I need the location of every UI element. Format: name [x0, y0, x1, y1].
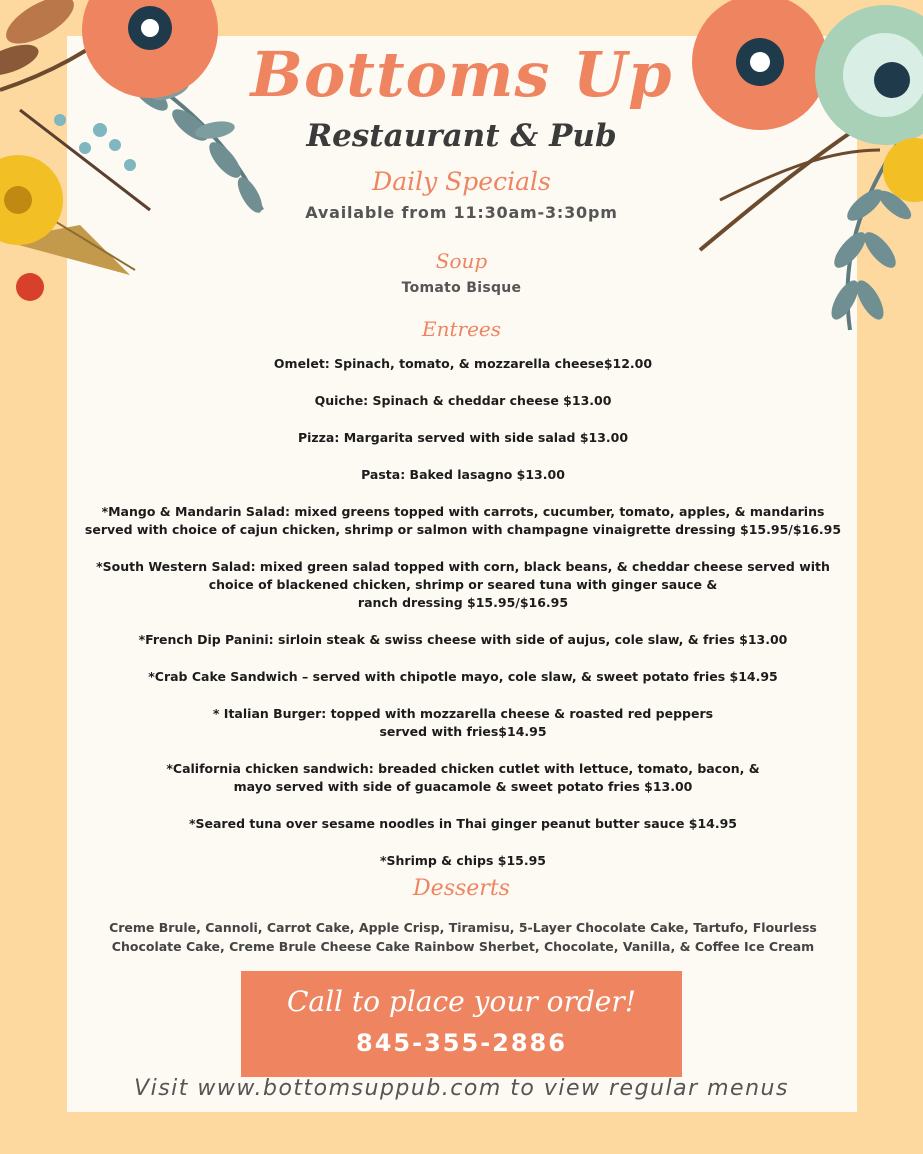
entree-item: *Seared tuna over sesame noodles in Thai ginger peanut butter sauce $14.95	[188, 816, 738, 831]
call-to-order-text: Call to place your order!	[286, 985, 637, 1018]
entree-item: *Shrimp & chips $15.95	[379, 853, 547, 868]
soup-heading: Soup	[435, 249, 488, 273]
desserts-heading: Desserts	[413, 876, 510, 901]
website-note: Visit www.bottomsuppub.com to view regular menus	[134, 1076, 789, 1101]
availability-text: Available from 11:30am-3:30pm	[305, 203, 618, 222]
entree-item: Omelet: Spinach, tomato, & mozzarella cheese$12.00	[273, 356, 653, 371]
entrees-list	[78, 355, 848, 889]
phone-number[interactable]: 845-355-2886	[356, 1029, 567, 1057]
entree-item: Pasta: Baked lasagno $13.00	[361, 467, 565, 482]
entree-item: * Italian Burger: topped with mozzarella cheese & roasted red peppers served with fries$14.95	[212, 706, 714, 739]
entree-item: *French Dip Panini: sirloin steak & swiss cheese with side of aujus, cole slaw, & fries $13.00	[138, 632, 788, 647]
restaurant-name: Bottoms Up	[250, 38, 673, 111]
restaurant-subtitle: Restaurant & Pub	[306, 118, 617, 154]
entree-item: *South Western Salad: mixed green salad topped with corn, black beans, & cheddar cheese served with choice of blackened chicken, shrimp or seared tuna with ginger sauce & ranch dressing $15.95/$16.95	[96, 559, 830, 610]
entree-item: *California chicken sandwich: breaded chicken cutlet with lettuce, tomato, bacon, & mayo served with side of guacamole & sweet potato fries $13.00	[166, 761, 760, 794]
entree-item: *Crab Cake Sandwich – served with chipotle mayo, cole slaw, & sweet potato fries $14.95	[148, 669, 778, 684]
entree-item: *Mango & Mandarin Salad: mixed greens topped with carrots, cucumber, tomato, apples, & mandarins served with choice of cajun chicken, shrimp or salmon with champagne vinaigrette dressing $15.95/$16.95	[84, 504, 842, 537]
daily-specials-heading: Daily Specials	[372, 167, 551, 196]
desserts-list: Creme Brule, Cannoli, Carrot Cake, Apple Crisp, Tiramisu, 5-Layer Chocolate Cake, Tartufo, Flourless Chocolate Cake, Creme Brule Cheese Cake Rainbow Sherbet, Chocolate, Vanilla, & Coffee Ice Cream	[109, 920, 817, 954]
entrees-heading: Entrees	[421, 317, 501, 341]
entree-item: Quiche: Spinach & cheddar cheese $13.00	[314, 393, 612, 408]
soup-item: Tomato Bisque	[401, 280, 522, 296]
call-to-order-banner[interactable]	[241, 971, 682, 1077]
entree-item: Pizza: Margarita served with side salad $13.00	[297, 430, 629, 445]
